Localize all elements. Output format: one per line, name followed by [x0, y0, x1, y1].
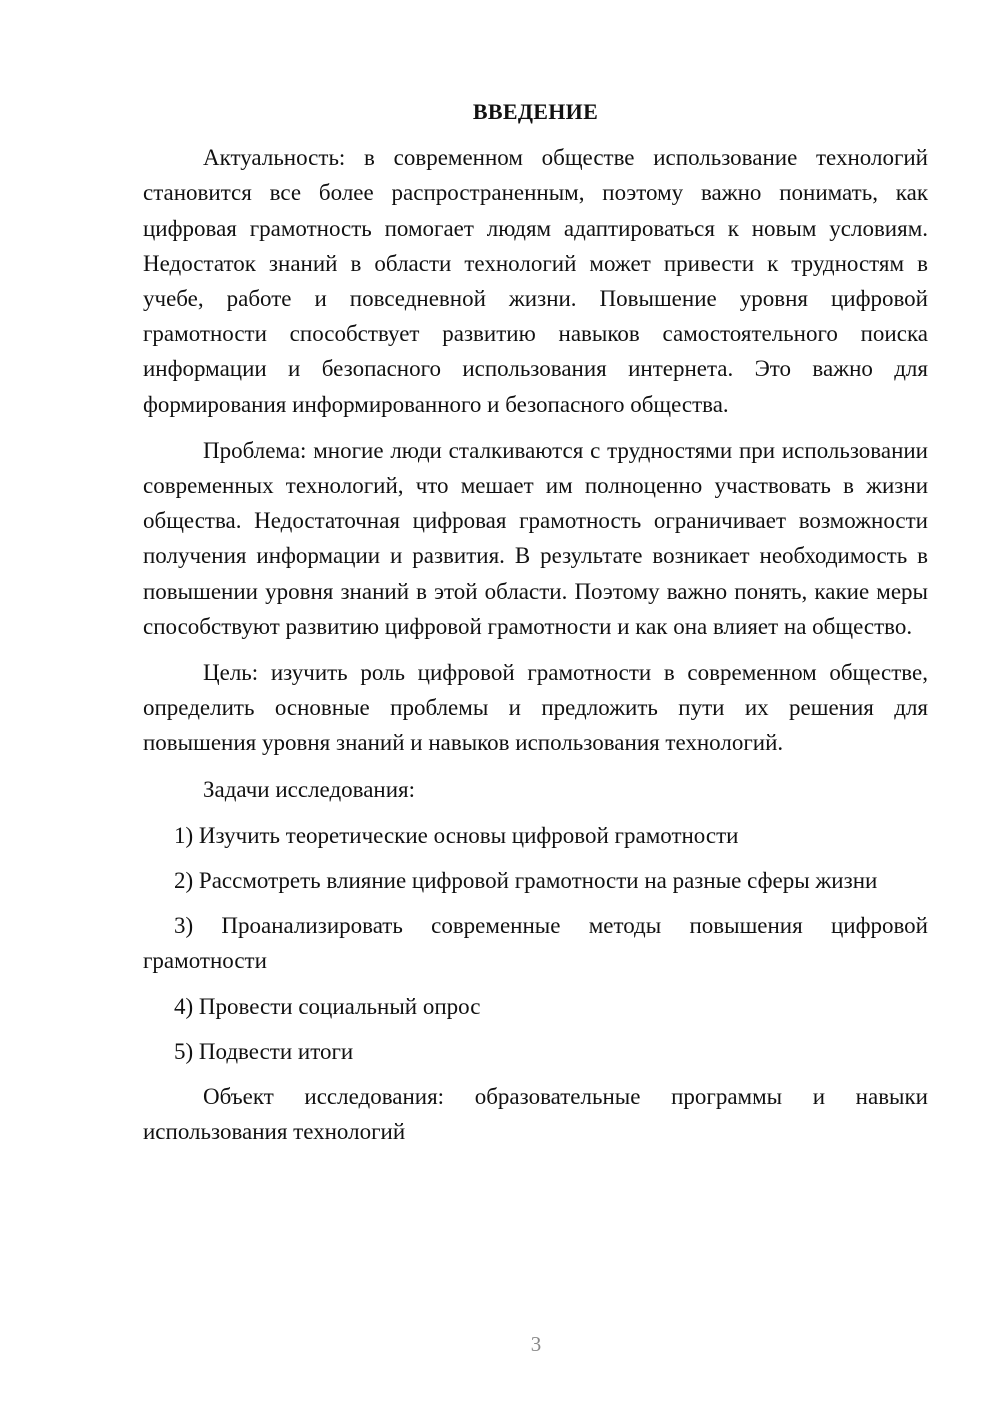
task-item: 1) Изучить теоретические основы цифровой грамотности — [174, 822, 739, 848]
goal-paragraph: Цель: изучить роль цифровой грамотности в современном обществе, определить основные проблемы и предложить пути их решения для повышения уровня знаний и навыков использования технологий. — [143, 660, 928, 756]
task-item: 4) Провести социальный опрос — [174, 993, 481, 1019]
tasks-list — [143, 818, 928, 1069]
tasks-title: Задачи исследования: — [203, 776, 416, 802]
relevance-paragraph: Актуальность: в современном обществе использование технологий становится все более распространенным, поэтому важно понимать, как цифровая грамотность помогает людям адаптироваться к новым условиям. Недостаток знаний в области технологий может привести к трудностям в учебе, работе и повседневной жизни. Повышение уровня цифровой грамотности способствует развитию навыков самостоятельного поиска информации и безопасного использования интернета. Это важно для формирования информированного и безопасного общества. — [143, 145, 928, 417]
page-content — [143, 94, 928, 1160]
task-item: 3) Проанализировать современные методы повышения цифровой грамотности — [143, 913, 928, 974]
section-heading: ВВЕДЕНИЕ — [472, 99, 599, 124]
task-item: 2) Рассмотреть влияние цифровой грамотности на разные сферы жизни — [174, 868, 878, 894]
problem-paragraph: Проблема: многие люди сталкиваются с трудностями при использовании современных технологий, что мешает им полноценно участвовать в жизни общества. Недостаточная цифровая грамотность ограничивает возможности получения информации и развития. В результате возникает необходимость в повышении уровня знаний в этой области. Поэтому важно понять, какие меры способствуют развитию цифровой грамотности и как она влияет на общество. — [143, 437, 928, 639]
task-item: 5) Подвести итоги — [174, 1038, 354, 1064]
object-paragraph: Объект исследования: образовательные программы и навыки использования технологий — [143, 1084, 928, 1145]
page-number: 3 — [530, 1332, 542, 1356]
